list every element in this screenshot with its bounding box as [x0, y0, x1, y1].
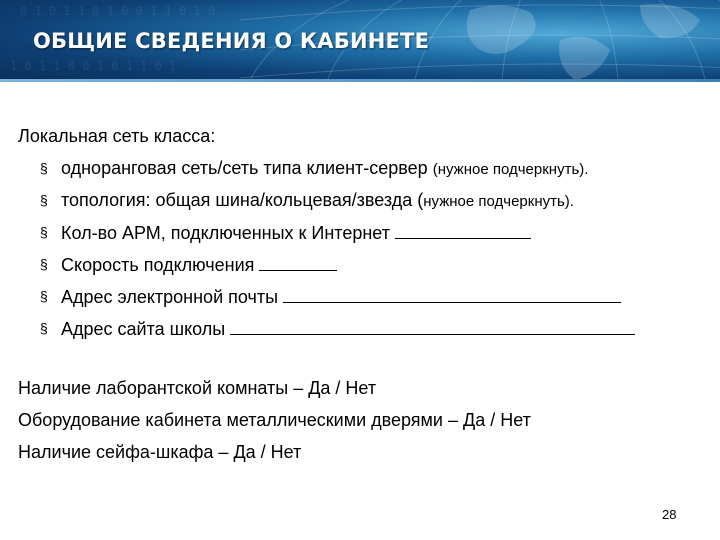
- network-intro-label: Локальная сеть класса:: [18, 126, 216, 146]
- item-text: Адрес электронной почты: [61, 287, 279, 307]
- svg-text:1 0 1 1 0 0 1 0 1 1 0 1: 1 0 1 1 0 0 1 0 1 1 0 1: [10, 59, 177, 73]
- banner-underline: [0, 79, 720, 82]
- page-number: 28: [662, 507, 677, 522]
- bullet-icon: §: [40, 288, 48, 304]
- item-note: нужное подчеркнуть).: [423, 193, 574, 210]
- safe-cabinet-statement: Наличие сейфа-шкафа – Да / Нет: [18, 442, 302, 462]
- item-text: Скорость подключения: [61, 255, 255, 275]
- bullet-icon: §: [40, 192, 48, 208]
- fill-in-blank: [230, 316, 635, 335]
- fill-in-blank: [259, 252, 337, 271]
- bullet-icon: §: [40, 256, 48, 272]
- bullet-icon: §: [40, 320, 48, 336]
- slide-title: ОБЩИЕ СВЕДЕНИЯ О КАБИНЕТЕ: [33, 29, 430, 53]
- bullet-icon: §: [40, 160, 48, 176]
- item-text: Адрес сайта школы: [61, 319, 226, 339]
- svg-text:0 1 0 1 1 0 1 0 0 1 1 0 1 0: 0 1 0 1 1 0 1 0 0 1 1 0 1 0: [20, 4, 216, 18]
- header-banner: [0, 0, 720, 82]
- lab-room-statement: Наличие лаборантской комнаты – Да / Нет: [18, 378, 377, 398]
- item-note: (нужное подчеркнуть).: [432, 161, 589, 178]
- metal-doors-statement: Оборудование кабинета металлическими дверями – Да / Нет: [18, 410, 531, 430]
- item-text: топология: общая шина/кольцевая/звезда (: [61, 190, 424, 210]
- item-text: Кол-во АРМ, подключенных к Интернет: [61, 223, 390, 243]
- bullet-icon: §: [40, 224, 48, 240]
- fill-in-blank: [395, 220, 531, 239]
- fill-in-blank: [283, 284, 621, 303]
- item-text: одноранговая сеть/сеть типа клиент-сервер: [61, 158, 428, 178]
